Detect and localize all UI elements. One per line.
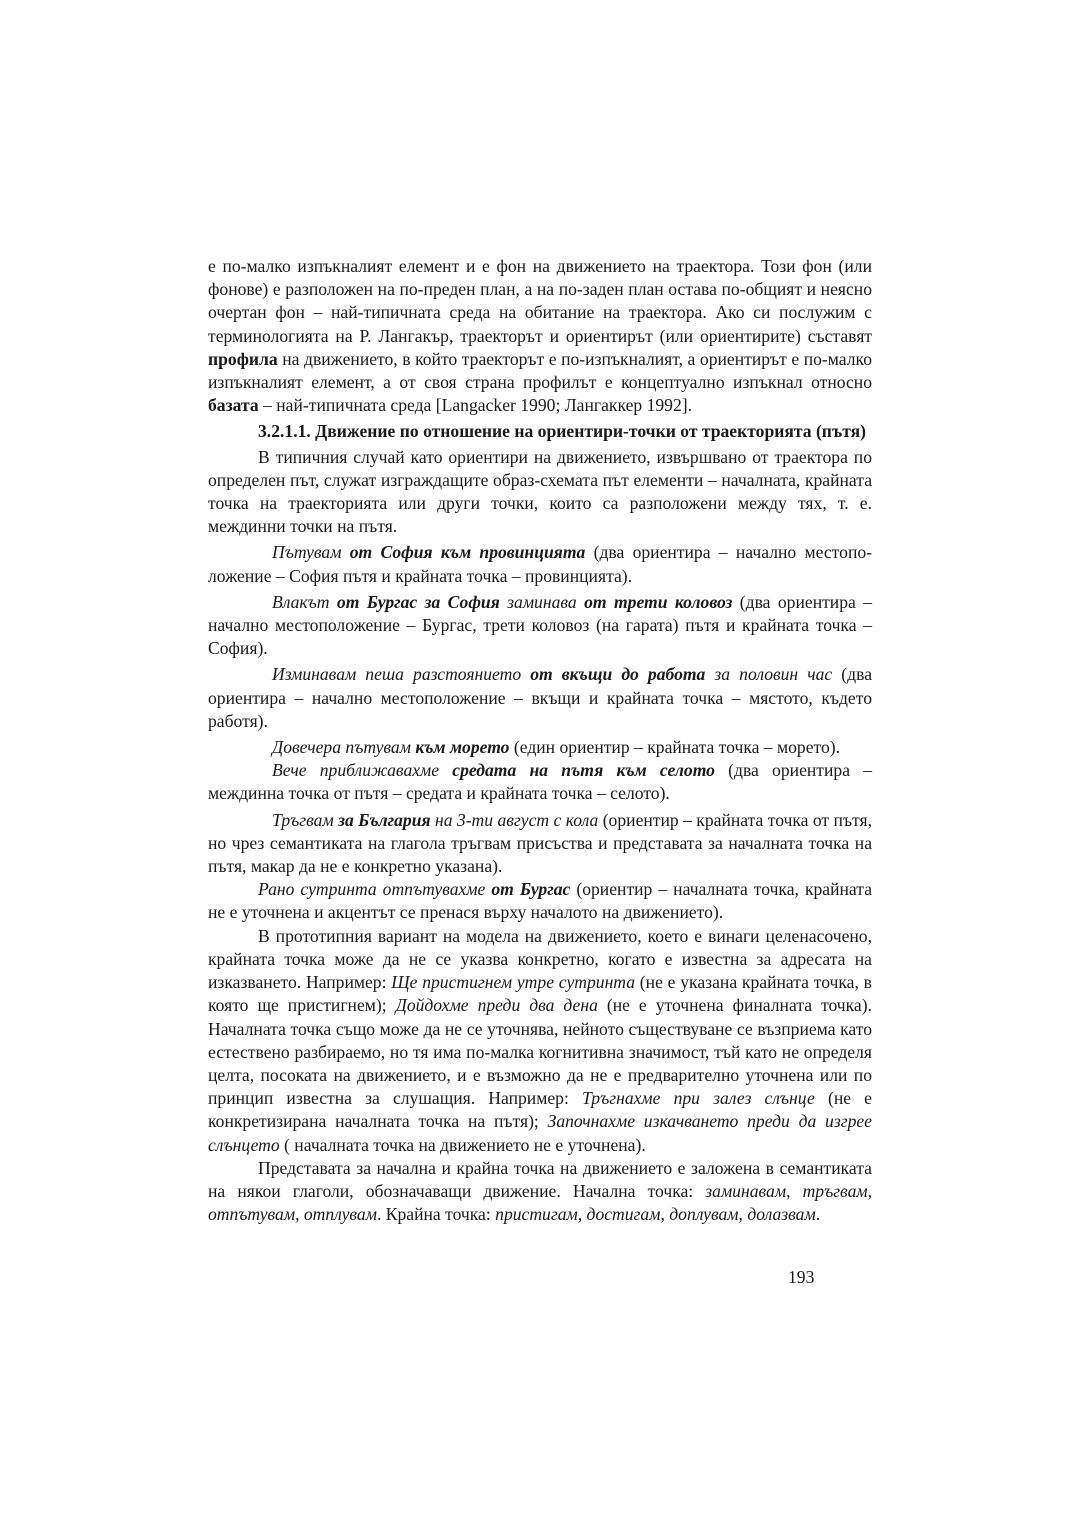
text: (два ориентира – междинна точка от пътя – средата и крайната точка – селото).	[208, 760, 872, 804]
page-body	[208, 255, 872, 1226]
paragraph-prototype	[208, 925, 872, 1157]
verb-italic: доплувам	[669, 1204, 739, 1225]
verb-italic: заминавам	[705, 1180, 787, 1201]
text: – най-типичната среда [Langacker 1990; Лангаккер 1992].	[258, 395, 693, 416]
example-italic: Влакът	[272, 591, 337, 612]
example-6	[208, 809, 872, 879]
example-bold-italic: от Бургас	[491, 879, 571, 900]
text: (един ориентир – крайната точка – морето).	[509, 737, 841, 758]
separator: ,	[867, 1180, 873, 1201]
example-bold-italic: за България	[338, 809, 431, 830]
term-base: базата	[208, 395, 259, 416]
verb-italic: достигам	[586, 1204, 661, 1225]
example-italic: заминава	[499, 591, 585, 612]
text: Представата за начална и крайна точка на движението е заложена в семантиката на някои глаголи, обозначаващи движение. Начална точка:	[208, 1157, 872, 1201]
example-bold-italic: към морето	[415, 737, 510, 758]
text: (не е указана крайната точка, в която ще пристигнем);	[208, 972, 872, 1016]
verb-italic: отпътувам	[208, 1204, 296, 1225]
page-number: 193	[788, 1267, 815, 1287]
text: (не е конкретизирана началната точка на пътя);	[208, 1088, 872, 1132]
text: (не е уточнена финалната точка). Началната точка също може да не се уточнява, нейното съществуване се възприема като естествено разбираемо, но тя има по-малка когнитивна значимост, тъй като не определя целта, посоката на движението, и е възможно да не е предварително уточнена или по принцип известна за слушащия. Например:	[208, 995, 872, 1109]
example-italic: Дойдохме преди два дена	[395, 995, 598, 1016]
separator: ,	[786, 1180, 803, 1201]
example-italic: Вече приближавахме	[272, 760, 453, 781]
text: . Крайна точка:	[376, 1204, 496, 1225]
section-heading: 3.2.1.1. Движение по отношение на ориентири-точки от траекторията (пътя)	[258, 421, 866, 442]
verb-italic: тръгвам	[802, 1180, 868, 1201]
example-italic: Тръгнахме при залез слънце	[581, 1088, 815, 1109]
separator: ,	[738, 1204, 748, 1225]
example-bold-italic: от Бургас за София	[336, 591, 500, 612]
text: ( началната точка на движението не е уточнена).	[279, 1134, 646, 1155]
example-italic: Рано сутринта отпътувахме	[258, 879, 492, 900]
example-italic: Ще пристигнем утре сутринта	[391, 972, 636, 993]
paragraph-verbs	[208, 1157, 872, 1227]
example-5	[208, 759, 872, 805]
example-2	[208, 591, 872, 661]
example-3	[208, 663, 872, 733]
example-1	[208, 541, 872, 587]
example-bold-italic: от вкъщи до работа	[530, 664, 706, 685]
text: В прототипния вариант на модела на движението, което е винаги целенасочено, крайната точка може да не се указва конкретно, когато е известна за адресата на изказването. Например:	[208, 925, 872, 993]
example-7	[208, 878, 872, 924]
separator: ,	[660, 1204, 670, 1225]
term-profile: профила	[208, 348, 278, 369]
verb-italic: отплувам	[303, 1204, 377, 1225]
example-italic: за половин час	[705, 664, 833, 685]
text: .	[815, 1204, 821, 1225]
paragraph-intro	[208, 255, 872, 417]
text: на движението, в който траекторът е по-изпъкналият, а ориентирът е по-малко изпъкналият елемент, а от своя страна профилът е концептуално изпъкнал относно	[208, 348, 872, 393]
text: (ориентир – началната точка, крайната не е уточнена и акцентът се пренася върху началото на движението).	[208, 879, 872, 923]
text: (ориентир – крайната точка от пътя, но чрез семантиката на глагола тръгвам присъства и представата за началната точка на пътя, макар да не е конкретно указана).	[208, 809, 872, 877]
text: (два ориентира – начално местоположение – Бургас, трети коловоз (на гарата) пътя и крайната точка – София).	[208, 591, 873, 659]
text: (два ориентира – начално местоположение – вкъщи и крайната точка – мястото, където работя).	[208, 664, 872, 731]
text: (два ориентира – начално местоположение – София пътя и крайната точка – провинцията).	[208, 542, 873, 586]
separator: ,	[295, 1204, 304, 1225]
separator: ,	[577, 1204, 587, 1225]
example-4	[208, 736, 872, 759]
verb-italic: пристигам	[495, 1204, 578, 1225]
example-bold-italic: от трети коловоз	[584, 591, 733, 612]
example-bold-italic: от София към провинцията	[349, 542, 586, 563]
example-italic: Изминавам пеша разстоянието	[272, 664, 531, 685]
example-bold-italic: средата на пътя към селото	[452, 760, 715, 781]
verb-italic: долазвам	[747, 1204, 816, 1225]
example-italic: на 3-ти август с кола	[430, 809, 599, 830]
example-italic: Тръгвам	[272, 809, 339, 830]
paragraph-typical-case: В типичния случай като ориентири на движението, извършвано от траектора по определен път, служат изграждащите образ-схемата път елементи – началната, крайната точка на траекторията или други точки, които са разположени между тях, т. е. междинни точки на пътя.	[208, 446, 872, 537]
text: е по-малко изпъкналият елемент и е фон на движението на траектора. Този фон (или фонове) е разположен на по-преден план, а на по-заден план остава по-общият и неясно очертан фон – най-типичната среда на обитание на траектора. Ако си послужим с терминологията на Р. Лангакър, траекторът и ориентирът (или ориентирите) съставят	[208, 256, 872, 346]
example-italic: Започнахме изкачването преди да изгрее слънцето	[208, 1111, 872, 1155]
example-italic: Пътувам	[272, 542, 350, 563]
example-italic: Довечера пътувам	[272, 737, 416, 758]
